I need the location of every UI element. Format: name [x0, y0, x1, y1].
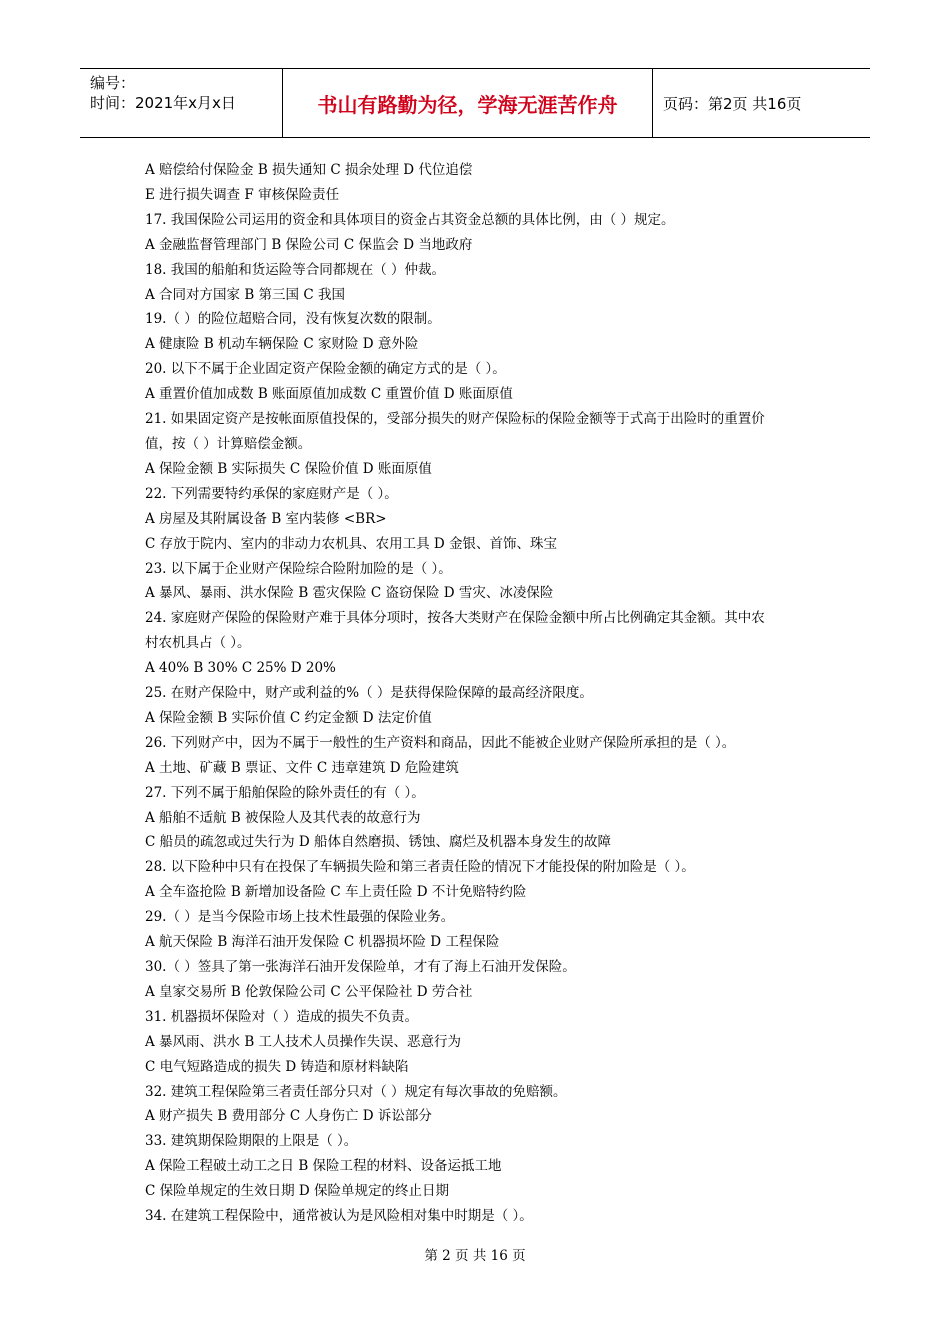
header-motto: 书山有路勤为径，学海无涯苦作舟 — [317, 92, 618, 117]
document-number-label: 编号： — [90, 74, 136, 92]
text-line: A 重置价值加成数 B 账面原值加成数 C 重置价值 D 账面原值 — [145, 386, 513, 403]
text-line: 33. 建筑期保险期限的上限是（ ）。 — [145, 1133, 358, 1150]
text-line: C 存放于院内、室内的非动力农机具、农用工具 D 金银、首饰、珠宝 — [145, 535, 558, 552]
text-line: A 健康险 B 机动车辆保险 C 家财险 D 意外险 — [145, 336, 419, 353]
text-line: 21. 如果固定资产是按帐面原值投保的，受部分损失的财产保险标的保险金额等于式高于出险时的重置价 — [145, 411, 765, 428]
text-line: 34. 在建筑工程保险中，通常被认为是风险相对集中时期是（ ）。 — [145, 1208, 533, 1225]
document-body — [145, 158, 810, 1229]
text-line: A 航天保险 B 海洋石油开发保险 C 机器损坏险 D 工程保险 — [145, 934, 500, 951]
text-line: 20. 以下不属于企业固定资产保险金额的确定方式的是（ ）。 — [145, 361, 506, 378]
text-line: 17. 我国保险公司运用的资金和具体项目的资金占其资金总额的具体比例，由（ ）规定。 — [145, 211, 675, 228]
text-line: 29.（ ）是当今保险市场上技术性最强的保险业务。 — [145, 909, 455, 926]
text-line: 31. 机器损坏保险对（ ）造成的损失不负责。 — [145, 1008, 419, 1025]
text-line: A 保险金额 B 实际损失 C 保险价值 D 账面原值 — [145, 460, 432, 477]
footer-page-number: 第 2 页 共 16 页 — [424, 1248, 526, 1264]
text-line: 25. 在财产保险中，财产或利益的%（ ）是获得保险保障的最高经济限度。 — [145, 685, 593, 702]
text-line: 32. 建筑工程保险第三者责任部分只对（ ）规定有每次事故的免赔额。 — [145, 1083, 567, 1100]
text-line: 值，按（ ）计算赔偿金额。 — [145, 435, 312, 452]
text-line: A 暴风雨、洪水 B 工人技术人员操作失误、恶意行为 — [145, 1033, 462, 1050]
text-line: C 船员的疏忽或过失行为 D 船体自然磨损、锈蚀、腐烂及机器本身发生的故障 — [145, 834, 612, 851]
text-line: A 房屋及其附属设备 B 室内装修 <BR> — [145, 510, 387, 527]
text-line: 19.（ ）的险位超赔合同，没有恢复次数的限制。 — [145, 311, 441, 328]
text-line: C 电气短路造成的损失 D 铸造和原材料缺陷 — [145, 1058, 409, 1075]
text-line: A 合同对方国家 B 第三国 C 我国 — [145, 286, 345, 303]
text-line: 村农机具占（ ）。 — [145, 635, 251, 652]
text-line: 28. 以下险种中只有在投保了车辆损失险和第三者责任险的情况下才能投保的附加险是（ ）。 — [145, 859, 695, 876]
text-line: A 保险金额 B 实际价值 C 约定金额 D 法定价值 — [145, 709, 432, 726]
text-line: 24. 家庭财产保险的保险财产难于具体分项时，按各大类财产在保险金额中所占比例确定其金额。其中农 — [145, 610, 765, 627]
header-page-cell — [653, 69, 870, 137]
text-line: A 皇家交易所 B 伦敦保险公司 C 公平保险社 D 劳合社 — [145, 983, 473, 1000]
text-line: C 保险单规定的生效日期 D 保险单规定的终止日期 — [145, 1183, 450, 1200]
text-line: 22. 下列需要特约承保的家庭财产是（ ）。 — [145, 485, 398, 502]
page-header — [80, 68, 870, 138]
text-line: E 进行损失调查 F 审核保险责任 — [145, 186, 340, 203]
text-line: A 保险工程破土动工之日 B 保险工程的材料、设备运抵工地 — [145, 1158, 502, 1175]
text-line: 26. 下列财产中，因为不属于一般性的生产资料和商品，因此不能被企业财产保险所承担的是（ ）。 — [145, 734, 736, 751]
text-line: 27. 下列不属于船舶保险的除外责任的有（ ）。 — [145, 784, 425, 801]
text-line: A 船舶不适航 B 被保险人及其代表的故意行为 — [145, 809, 421, 826]
header-page-info: 页码：第2页 共16页 — [663, 94, 802, 113]
text-line: 18. 我国的船舶和货运险等合同都规在（ ）仲裁。 — [145, 261, 446, 278]
page-footer — [0, 1244, 950, 1264]
document-time-label: 时间：2021年x月x日 — [90, 94, 236, 112]
text-line: A 土地、矿藏 B 票证、文件 C 违章建筑 D 危险建筑 — [145, 759, 459, 776]
header-meta-cell — [80, 69, 283, 137]
text-line: A 40% B 30% C 25% D 20% — [145, 660, 336, 677]
text-line: A 赔偿给付保险金 B 损失通知 C 损余处理 D 代位追偿 — [145, 162, 473, 178]
text-line: 23. 以下属于企业财产保险综合险附加险的是（ ）。 — [145, 560, 452, 577]
text-line: A 财产损失 B 费用部分 C 人身伤亡 D 诉讼部分 — [145, 1108, 432, 1125]
text-line: A 暴风、暴雨、洪水保险 B 雹灾保险 C 盗窃保险 D 雪灾、冰凌保险 — [145, 585, 554, 602]
header-motto-cell — [283, 69, 653, 137]
text-line: A 金融监督管理部门 B 保险公司 C 保监会 D 当地政府 — [145, 236, 473, 253]
text-line: 30.（ ）签具了第一张海洋石油开发保险单，才有了海上石油开发保险。 — [145, 959, 576, 975]
text-line: A 全车盗抢险 B 新增加设备险 C 车上责任险 D 不计免赔特约险 — [145, 884, 527, 901]
